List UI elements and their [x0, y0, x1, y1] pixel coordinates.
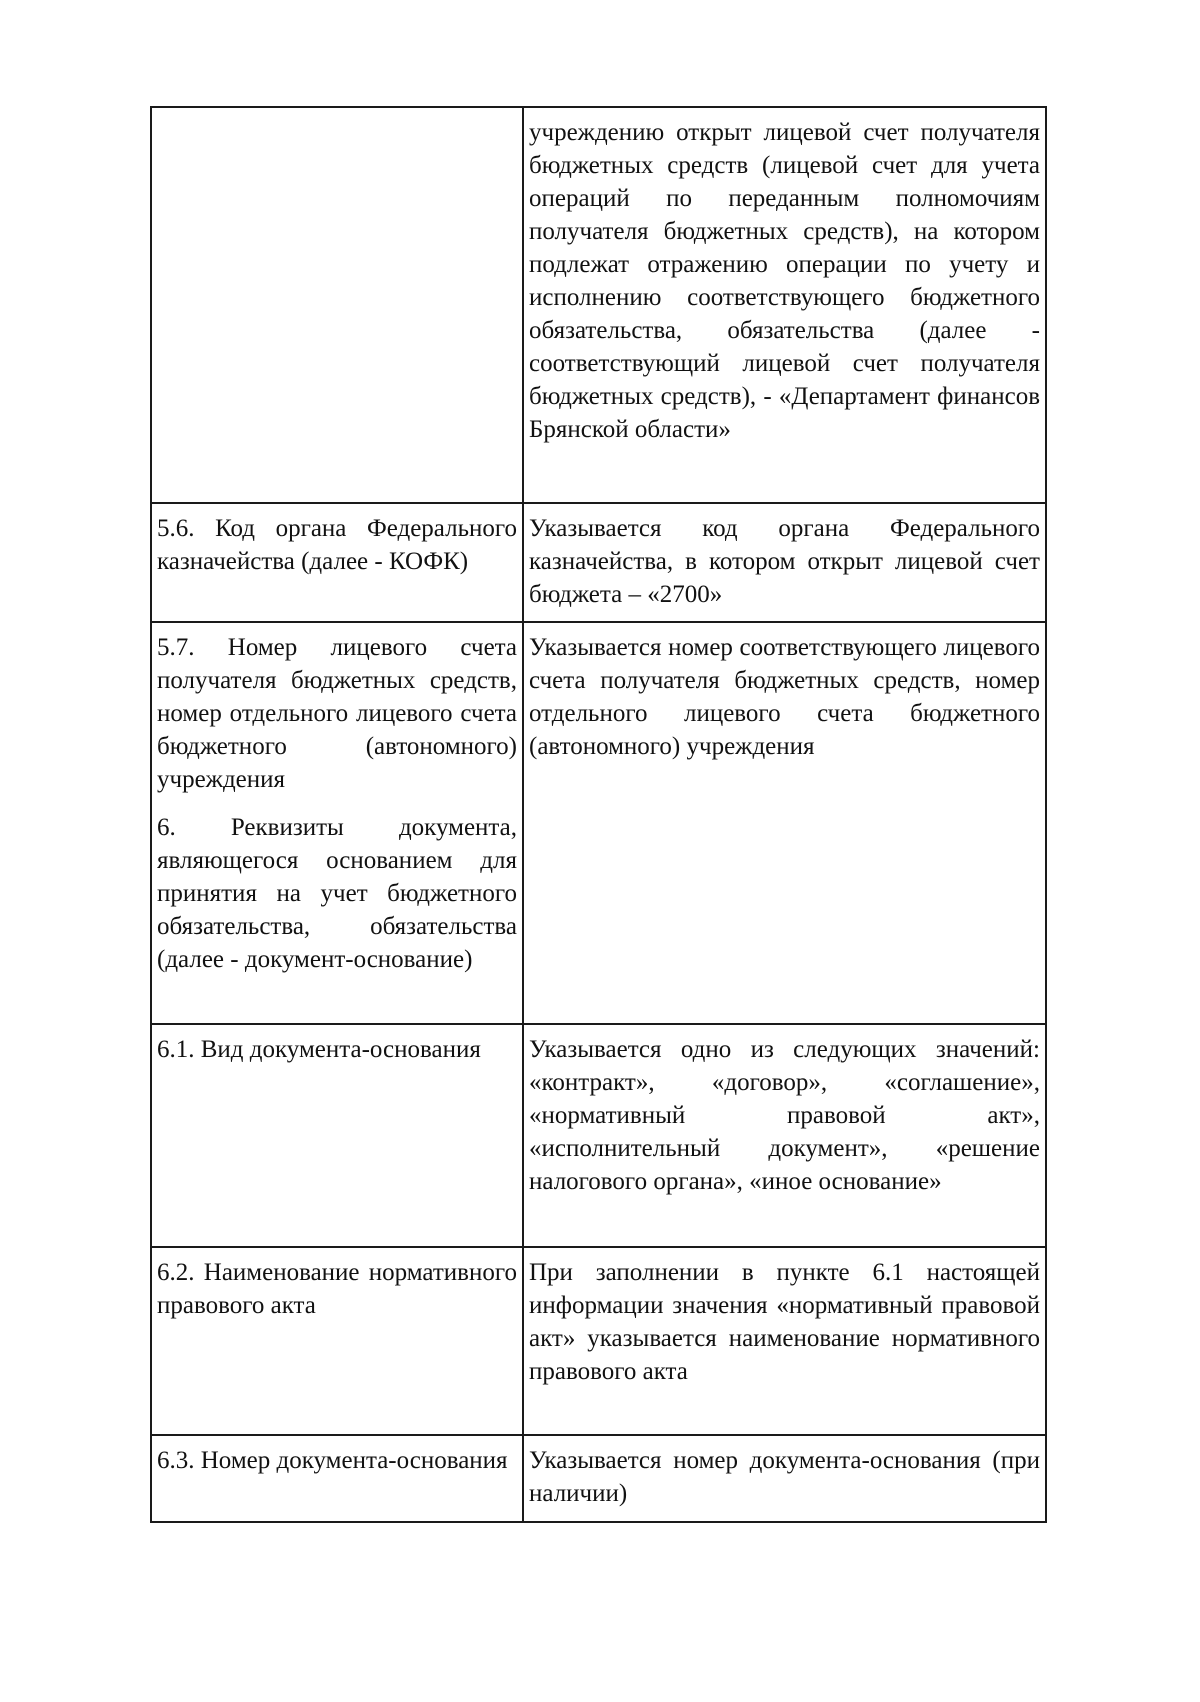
row-field-text: 6.1. Вид документа-основания [157, 1036, 481, 1063]
row-field-cell [151, 1435, 523, 1522]
row-field-text: 5.6. Код органа Федерального казначейства (далее - КОФК) [157, 515, 517, 575]
section-heading-text: 6. Реквизиты документа, являющегося основанием для принятия на учет бюджетного обязательства, обязательства (далее - документ-основание) [157, 814, 517, 973]
table-row [151, 107, 1046, 503]
row-description-cell [523, 1024, 1046, 1247]
table-row [151, 1435, 1046, 1522]
table-row [151, 1247, 1046, 1435]
row-field-text: 6.2. Наименование нормативного правового акта [157, 1259, 517, 1319]
row-field-cell [151, 1247, 523, 1435]
table-row [151, 622, 1046, 1024]
row-description-cell [523, 622, 1046, 1024]
row-description-text: Указывается одно из следующих значений: «контракт», «договор», «соглашение», «нормативный правовой акт», «исполнительный документ», «решение налогового органа», «иное основание» [529, 1036, 1040, 1195]
row-description-text: учреждению открыт лицевой счет получателя бюджетных средств (лицевой счет для учета операций по переданным полномочиям получателя бюджетных средств), на котором подлежат отражению операции по учету и исполнению соответствующего бюджетного обязательства, обязательства (далее - соответствующий лицевой счет получателя бюджетных средств), - «Департамент финансов Брянской области» [529, 119, 1040, 443]
row-description-cell [523, 503, 1046, 622]
row-description-cell [523, 107, 1046, 503]
table-row [151, 1024, 1046, 1247]
row-description-cell [523, 1247, 1046, 1435]
row-description-text: Указывается код органа Федерального казначейства, в котором открыт лицевой счет бюджета – «2700» [529, 515, 1040, 608]
table-row [151, 503, 1046, 622]
row-field-cell [151, 622, 523, 1024]
row-description-text: Указывается номер соответствующего лицевого счета получателя бюджетных средств, номер отдельного лицевого счета бюджетного (автономного) учреждения [529, 634, 1040, 760]
row-description-text: При заполнении в пункте 6.1 настоящей информации значения «нормативный правовой акт» указывается наименование нормативного правового акта [529, 1259, 1040, 1385]
row-field-cell [151, 503, 523, 622]
requisites-table [150, 106, 1047, 1523]
row-field-cell [151, 1024, 523, 1247]
row-field-cell [151, 107, 523, 503]
row-description-cell [523, 1435, 1046, 1522]
row-field-text: 5.7. Номер лицевого счета получателя бюджетных средств, номер отдельного лицевого счета бюджетного (автономного) учреждения [157, 634, 517, 793]
row-field-text: 6.3. Номер документа-основания [157, 1447, 508, 1474]
row-description-text: Указывается номер документа-основания (при наличии) [529, 1447, 1040, 1507]
